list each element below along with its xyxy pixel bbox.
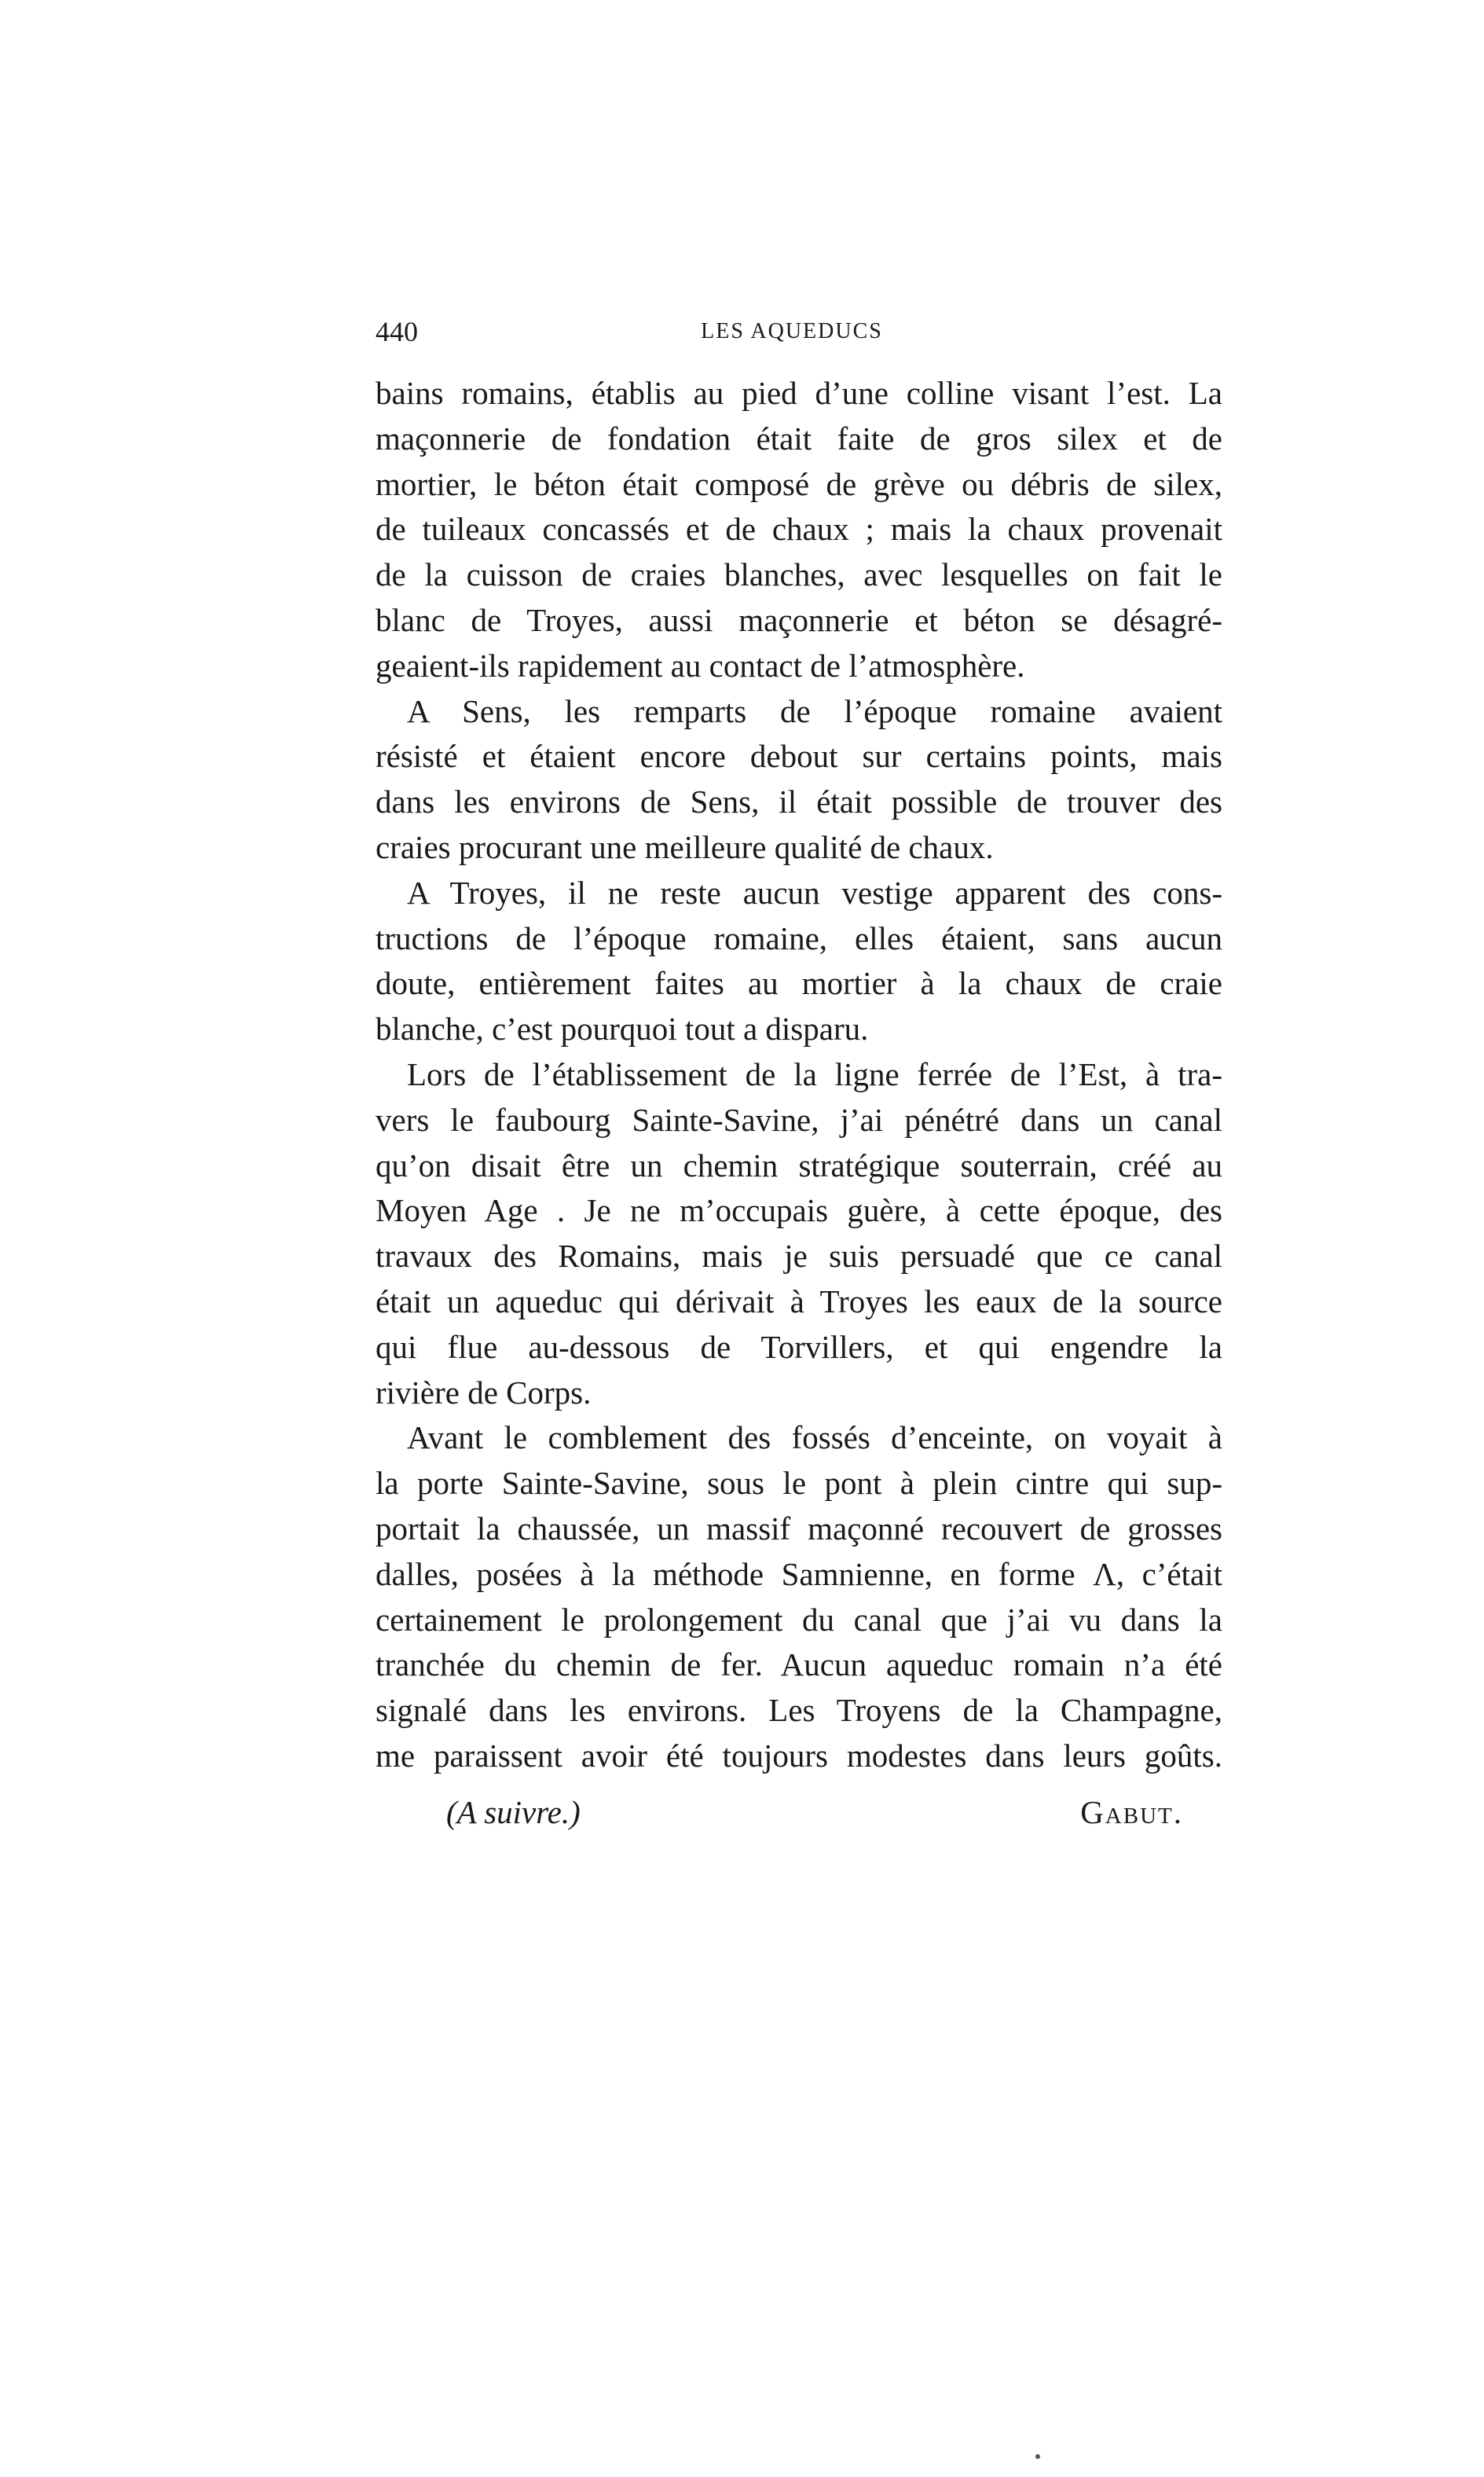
text-line: de tuileaux concassés et de chaux ; mais la chaux provenait [376, 511, 1222, 548]
article-body [376, 371, 1222, 1779]
text-line: dalles, posées à la méthode Samnienne, en forme Λ, c’était [376, 1555, 1222, 1592]
text-line: me paraissent avoir été toujours modestes dans leurs goûts. [376, 1737, 1222, 1774]
text-line: craies procurant une meilleure qualité de chaux. [376, 828, 994, 865]
text-line: blanc de Troyes, aussi maçonnerie et béton se désagré- [376, 601, 1222, 638]
text-line: A Sens, les remparts de l’époque romaine avaient [407, 692, 1222, 729]
text-line: vers le faubourg Sainte-Savine, j’ai pénétré dans un canal [376, 1101, 1222, 1138]
text-line: geaient-ils rapidement au contact de l’atmosphère. [376, 647, 1025, 684]
text-line: portait la chaussée, un massif maçonné recouvert de grosses [376, 1510, 1222, 1547]
author-signature: Gabut. [1080, 1794, 1183, 1830]
text-line: tranchée du chemin de fer. Aucun aqueduc romain n’a été [376, 1646, 1222, 1683]
text-line: Avant le comblement des fossés d’enceinte, on voyait à [407, 1419, 1222, 1456]
text-line: qui flue au-dessous de Torvillers, et qui engendre la [376, 1328, 1222, 1365]
ink-speck [1035, 2454, 1040, 2459]
text-line: signalé dans les environs. Les Troyens de la Champagne, [376, 1692, 1222, 1729]
text-line: bains romains, établis au pied d’une colline visant l’est. La [376, 375, 1222, 411]
text-line: résisté et étaient encore debout sur certains points, mais [376, 738, 1222, 775]
text-line: Moyen Age . Je ne m’occupais guère, à cette époque, des [376, 1192, 1222, 1229]
text-line: certainement le prolongement du canal que j’ai vu dans la [376, 1601, 1222, 1638]
text-line: tructions de l’époque romaine, elles étaient, sans aucun [376, 919, 1222, 956]
text-line: Lors de l’établissement de la ligne ferrée de l’Est, à tra- [407, 1055, 1222, 1092]
text-line: A Troyes, il ne reste aucun vestige apparent des cons- [407, 874, 1222, 911]
text-line: mortier, le béton était composé de grève ou débris de silex, [376, 465, 1222, 502]
text-line: qu’on disait être un chemin stratégique souterrain, créé au [376, 1147, 1222, 1183]
to-be-continued-note: (A suivre.) [446, 1794, 581, 1830]
running-title: LES AQUEDUCS [701, 319, 883, 343]
article-footer [376, 1789, 1222, 1836]
text-line: doute, entièrement faites au mortier à la chaux de craie [376, 965, 1222, 1002]
page-header [376, 313, 1222, 350]
text-line: maçonnerie de fondation était faite de gros silex et de [376, 420, 1222, 457]
text-line: était un aqueduc qui dérivait à Troyes les eaux de la source [376, 1283, 1222, 1319]
text-line: blanche, c’est pourquoi tout a disparu. [376, 1011, 869, 1048]
text-line: de la cuisson de craies blanches, avec lesquelles on fait le [376, 556, 1222, 593]
page-number: 440 [376, 316, 418, 347]
text-line: travaux des Romains, mais je suis persuadé que ce canal [376, 1238, 1222, 1275]
text-line: rivière de Corps. [376, 1374, 592, 1411]
text-line: dans les environs de Sens, il était possible de trouver des [376, 783, 1222, 820]
text-line: la porte Sainte-Savine, sous le pont à plein cintre qui sup- [376, 1465, 1222, 1502]
